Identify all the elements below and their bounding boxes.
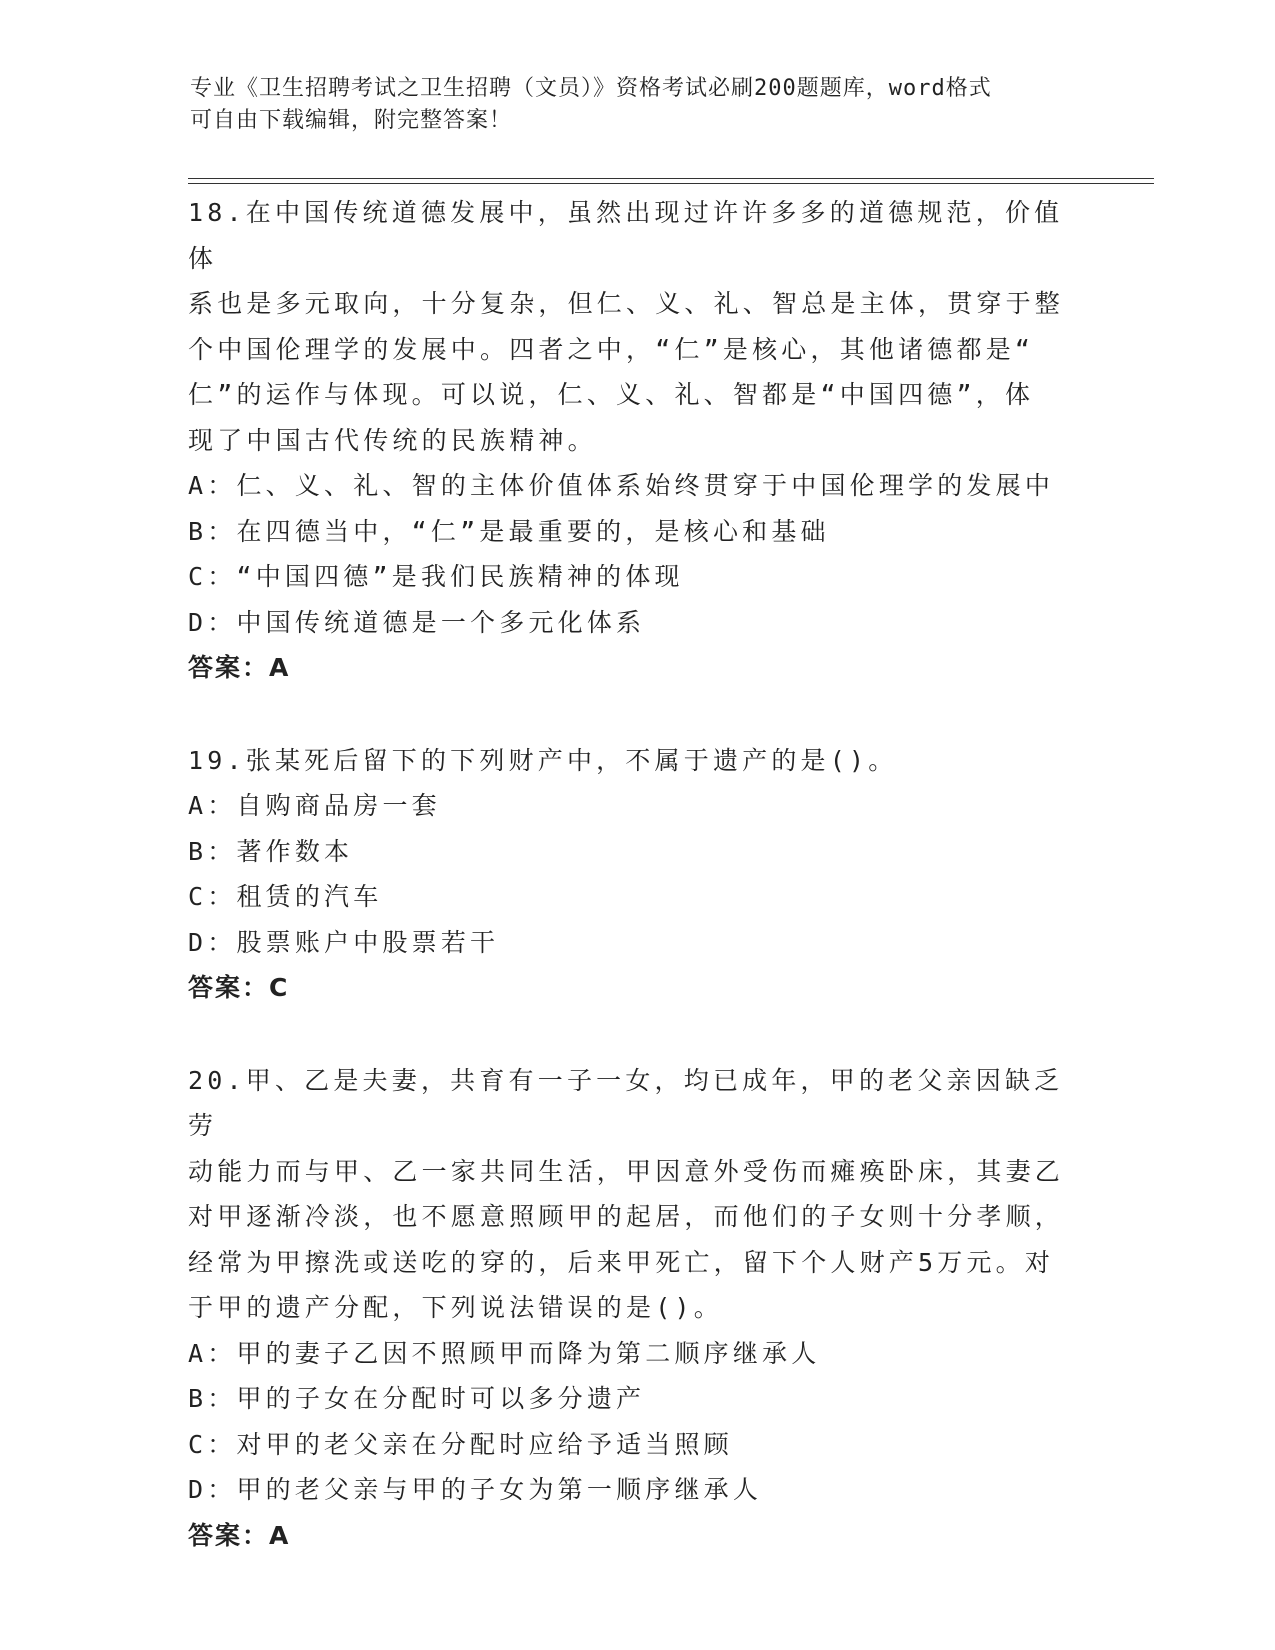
stem-line: 现了中国古代传统的民族精神。: [188, 425, 597, 455]
option-d: D：甲的老父亲与甲的子女为第一顺序继承人: [188, 1475, 763, 1504]
question-stem: [188, 1058, 1088, 1331]
question-stem: [188, 190, 1088, 463]
stem-line: 于甲的遗产分配，下列说法错误的是()。: [188, 1293, 723, 1322]
question-spacer: [188, 1011, 1088, 1056]
stem-line: 仁”的运作与体现。可以说，仁、义、礼、智都是“中国四德”，体: [188, 380, 1035, 409]
header-divider-bottom: [188, 183, 1154, 184]
option-c: C：对甲的老父亲在分配时应给予适当照顾: [188, 1429, 733, 1459]
option-a: A：仁、义、礼、智的主体价值体系始终贯穿于中国伦理学的发展中: [188, 471, 1055, 500]
header-divider-top: [188, 178, 1154, 179]
stem-line: 经常为甲擦洗或送吃的穿的，后来甲死亡，留下个人财产5万元。对: [188, 1247, 1055, 1277]
question-stem: [188, 738, 1088, 784]
option-a: A：甲的妻子乙因不照顾甲而降为第二顺序继承人: [188, 1338, 821, 1368]
question-20: [188, 1058, 1088, 1559]
document-header: [190, 73, 1070, 137]
option-d: D：中国传统道德是一个多元化体系: [188, 607, 646, 637]
stem-line: 18.在中国传统道德发展中，虽然出现过许许多多的道德规范，价值体: [188, 198, 1064, 273]
question-19: [188, 738, 1088, 1011]
question-list: [188, 188, 1088, 1558]
question-spacer: [188, 691, 1088, 736]
stem-line: 动能力而与甲、乙一家共同生活，甲因意外受伤而瘫痪卧床，其妻乙: [188, 1156, 1065, 1186]
option-c: C：租赁的汽车: [188, 882, 383, 911]
stem-line: 系也是多元取向，十分复杂，但仁、义、礼、智总是主体，贯穿于整: [188, 289, 1065, 318]
header-line-2: 可自由下载编辑，附完整答案！: [190, 108, 513, 133]
answer-line: 答案：A: [188, 653, 291, 682]
answer-line: 答案：C: [188, 973, 290, 1002]
answer-line: 答案：A: [188, 1520, 291, 1550]
stem-line: 19.张某死后留下的下列财产中，不属于遗产的是()。: [188, 745, 898, 775]
option-c: C：“中国四德”是我们民族精神的体现: [188, 562, 684, 591]
question-18: [188, 190, 1088, 691]
stem-line: 个中国伦理学的发展中。四者之中，“仁”是核心，其他诸德都是“: [188, 334, 1035, 364]
header-line-1: 专业《卫生招聘考试之卫生招聘（文员）》资格考试必刷200题题库，word格式: [190, 76, 992, 101]
stem-line: 20.甲、乙是夫妻，共育有一子一女，均已成年，甲的老父亲因缺乏劳: [188, 1065, 1064, 1140]
option-d: D：股票账户中股票若干: [188, 927, 500, 957]
option-a: A：自购商品房一套: [188, 791, 441, 820]
option-b: B：甲的子女在分配时可以多分遗产: [188, 1384, 646, 1413]
stem-line: 对甲逐渐冷淡，也不愿意照顾甲的起居，而他们的子女则十分孝顺，: [188, 1202, 1065, 1231]
option-b: B：著作数本: [188, 836, 354, 866]
option-b: B：在四德当中，“仁”是最重要的，是核心和基础: [188, 516, 830, 546]
